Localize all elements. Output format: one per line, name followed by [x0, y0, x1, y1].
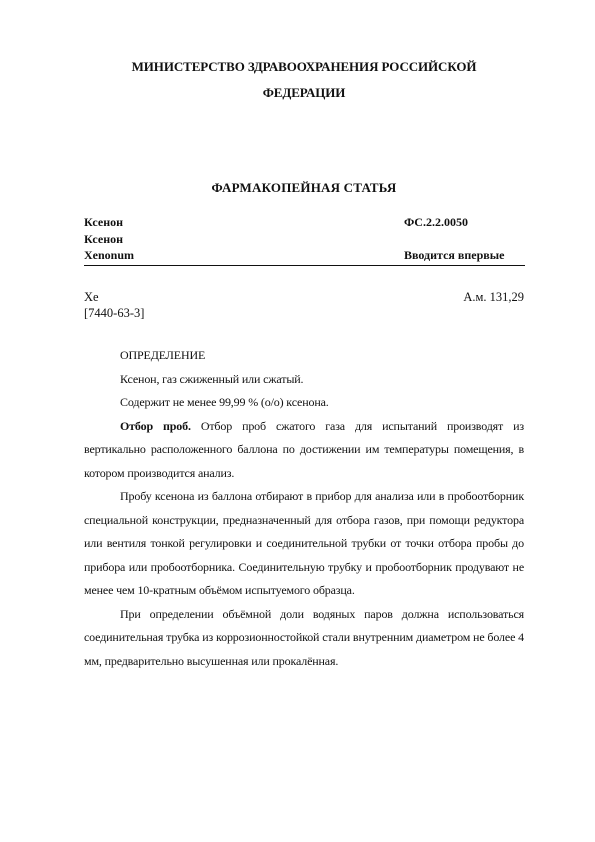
monograph-code: ФС.2.2.0050	[404, 215, 468, 229]
chemical-formula: Xe	[84, 290, 99, 304]
cas-number: [7440-63-3]	[84, 306, 145, 320]
monograph-body	[84, 344, 524, 673]
monograph-status: Вводится впервые	[404, 248, 505, 262]
article-title: ФАРМАКОПЕЙНАЯ СТАТЬЯ	[211, 180, 397, 195]
header-divider	[84, 265, 525, 266]
monograph-name-ru: Ксенон	[84, 215, 124, 229]
sampling-label: Отбор проб.	[120, 418, 191, 433]
sampling-paragraph	[84, 415, 524, 486]
sampling-text: Отбор проб сжатого газа для испытаний производят из вертикально расположенного баллона по достижении им температуры помещения, в котором производится анализ.	[84, 418, 524, 480]
ministry-line-2: ФЕДЕРАЦИИ	[262, 85, 346, 100]
paragraph-3: При определении объёмной доли водяных паров должна использоваться соединительная трубка из коррозионностойкой стали внутренним диаметром не более 4 мм, предварительно высушенная или прокалённая.	[84, 606, 524, 668]
paragraph-2: Пробу ксенона из баллона отбирают в прибор для анализа или в пробоотборник специальной конструкции, предназначенный для отбора газов, при помощи редуктора или вентиля тонкой регулировки и соединительной трубки от точки отбора пробы до прибора или пробоотборника. Соединительную трубку и пробоотборник продувают не менее чем 10-кратным объёмом испытуемого образца.	[84, 489, 524, 597]
ministry-header	[84, 54, 524, 106]
monograph-name-latin: Xenonum	[84, 248, 135, 262]
ministry-line-1: МИНИСТЕРСТВО ЗДРАВООХРАНЕНИЯ РОССИЙСКОЙ	[131, 59, 477, 74]
monograph-name-ru-2: Ксенон	[84, 232, 124, 246]
atomic-mass: А.м. 131,29	[463, 290, 524, 304]
definition-heading: ОПРЕДЕЛЕНИЕ	[120, 348, 206, 362]
definition-text: Ксенон, газ сжиженный или сжатый.	[120, 371, 304, 386]
content-text: Содержит не менее 99,99 % (о/о) ксенона.	[120, 395, 329, 409]
